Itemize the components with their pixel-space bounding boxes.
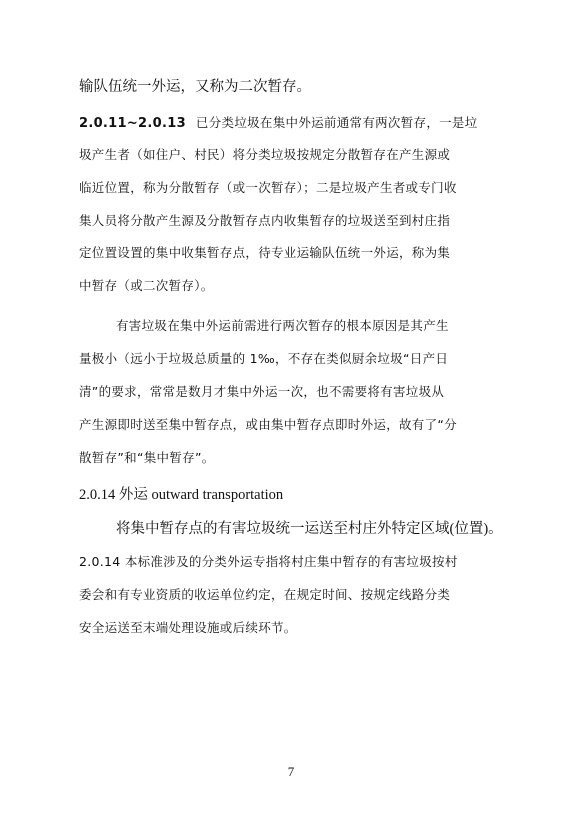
- explanation-line-1: 有害垃圾在集中外运前需进行两次暂存的根本原因是其产生: [116, 318, 449, 333]
- explanation-line-4: 产生源即时送至集中暂存点，或由集中暂存点即时外运，故有了“分: [79, 417, 457, 432]
- clause-2-0-11-line-4: 集人员将分散产生源及分散暂存点内收集暂存的垃圾送至到村庄指: [79, 213, 451, 228]
- explanation-line-2: 量极小（远小于垃圾总质量的 1‰，不存在类似厨余垃圾“日产日: [79, 351, 449, 366]
- clause-2-0-14-line-1: 2.0.14 本标准涉及的分类外运专指将村庄集中暂存的有害垃圾按村: [79, 554, 458, 569]
- explanation-line-3: 清”的要求，常常是数月才集中外运一次，也不需要将有害垃圾从: [79, 384, 445, 399]
- clause-2-0-11-line-3: 临近位置，称为分散暂存（或一次暂存）；二是垃圾产生者或专门收: [79, 180, 457, 195]
- clause-2-0-14-line-2: 委会和有专业资质的收运单位约定，在规定时间、按规定线路分类: [79, 587, 451, 602]
- page-number: 7: [287, 764, 295, 779]
- clause-2-0-11-line-5: 定位置设置的集中收集暂存点，待专业运输队伍统一外运，称为集: [79, 245, 451, 260]
- term-definition: 将集中暂存点的有害垃圾统一运送至村庄外特定区域(位置)。: [116, 521, 503, 537]
- clause-2-0-11-line-6: 中暂存（或二次暂存）。: [79, 278, 214, 293]
- term-heading: 2.0.14 外运 outward transportation: [79, 487, 284, 503]
- clause-2-0-14-line-3: 安全运送至末端处理设施或后续环节。: [79, 620, 297, 635]
- explanation-line-5: 散暂存”和“集中暂存”。: [79, 450, 215, 465]
- clause-2-0-11-line-1: 2.0.11~2.0.13 已分类垃圾在集中外运前通常有两次暂存，一是垃: [79, 115, 478, 131]
- clause-2-0-11-line-2: 圾产生者（如住户、村民）将分类垃圾按规定分散暂存在产生源或: [79, 147, 451, 162]
- paragraph-continuation: 输队伍统一外运，又称为二次暂存。: [79, 79, 311, 95]
- clause-number: 2.0.11~2.0.13: [79, 116, 186, 131]
